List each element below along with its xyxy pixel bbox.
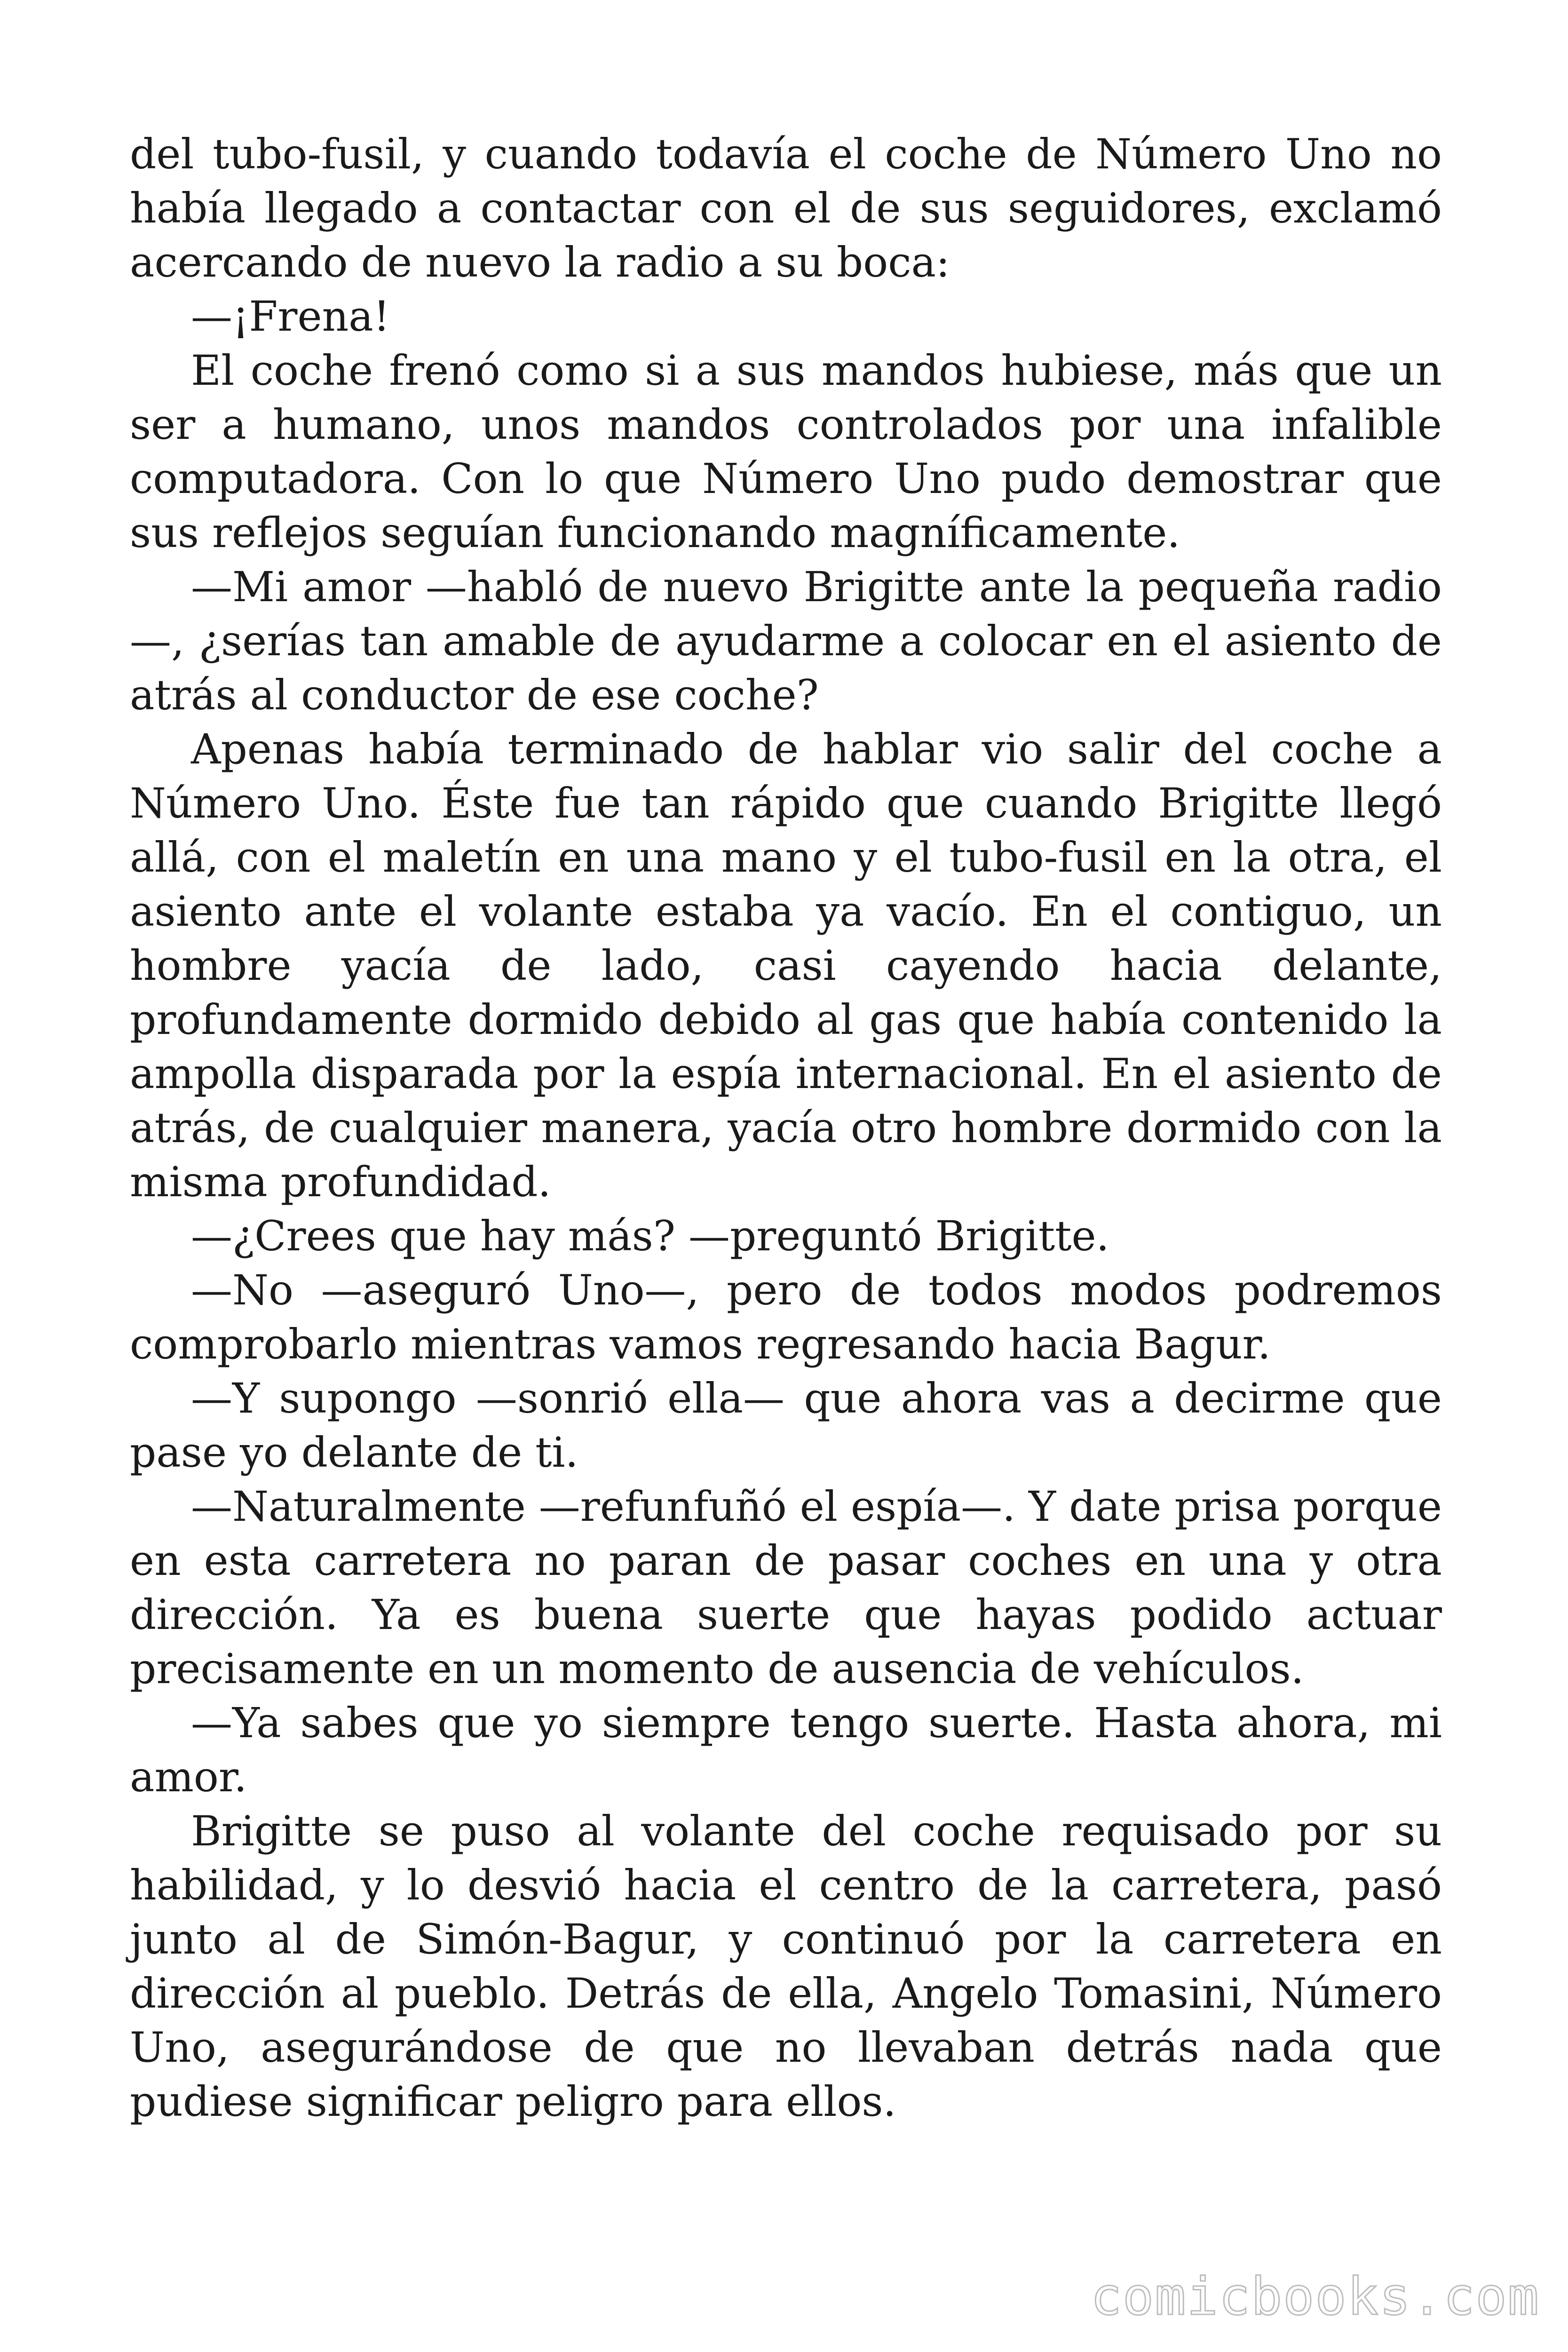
paragraph-6: —¿Crees que hay más? —preguntó Brigitte. [191, 1212, 1109, 1260]
paragraph-9: —Naturalmente —refunfuñó el espía—. Y date prisa porque en esta carretera no paran de pasar coches en una y otra dirección. Ya es buena suerte que hayas podido actuar precisamente en un momento de ausencia de vehículos. [130, 1482, 1442, 1693]
paragraph-5: Apenas había terminado de hablar vio salir del coche a Número Uno. Éste fue tan rápido que cuando Brigitte llegó allá, con el maletín en una mano y el tubo-fusil en la otra, el asiento ante el volante estaba ya vacío. En el contiguo, un hombre yacía de lado, casi cayendo hacia delante, profundamente dormido debido al gas que había contenido la ampolla disparada por la espía internacional. En el asiento de atrás, de cualquier manera, yacía otro hombre dormido con la misma profundidad. [130, 725, 1442, 1206]
paragraph-11: Brigitte se puso al volante del coche requisado por su habilidad, y lo desvió hacia el centro de la carretera, pasó junto al de Simón-Bagur, y continuó por la carretera en dirección al pueblo. Detrás de ella, Angelo Tomasini, Número Uno, asegurándose de que no llevaban detrás nada que pudiese significar peligro para ellos. [130, 1807, 1442, 2126]
watermark: comicbooks.com [1090, 2266, 1540, 2327]
paragraph-7: —No —aseguró Uno—, pero de todos modos podremos comprobarlo mientras vamos regresando hacia Bagur. [130, 1266, 1442, 1368]
paragraph-1: del tubo-fusil, y cuando todavía el coche de Número Uno no había llegado a contactar con el de sus seguidores, exclamó acercando de nuevo la radio a su boca: [130, 130, 1442, 286]
paragraph-3: El coche frenó como si a sus mandos hubiese, más que un ser a humano, unos mandos controlados por una infalible computadora. Con lo que Número Uno pudo demostrar que sus reflejos seguían funcionando magníficamente. [130, 346, 1442, 557]
paragraph-10: —Ya sabes que yo siempre tengo suerte. Hasta ahora, mi amor. [130, 1699, 1442, 1801]
paragraph-2: —¡Frena! [191, 292, 390, 341]
paragraph-8: —Y supongo —sonrió ella— que ahora vas a decirme que pase yo delante de ti. [130, 1374, 1442, 1477]
body-text [130, 127, 1442, 2129]
paragraph-4: —Mi amor —habló de nuevo Brigitte ante la pequeña radio—, ¿serías tan amable de ayudarme a colocar en el asiento de atrás al conductor de ese coche? [130, 563, 1442, 719]
